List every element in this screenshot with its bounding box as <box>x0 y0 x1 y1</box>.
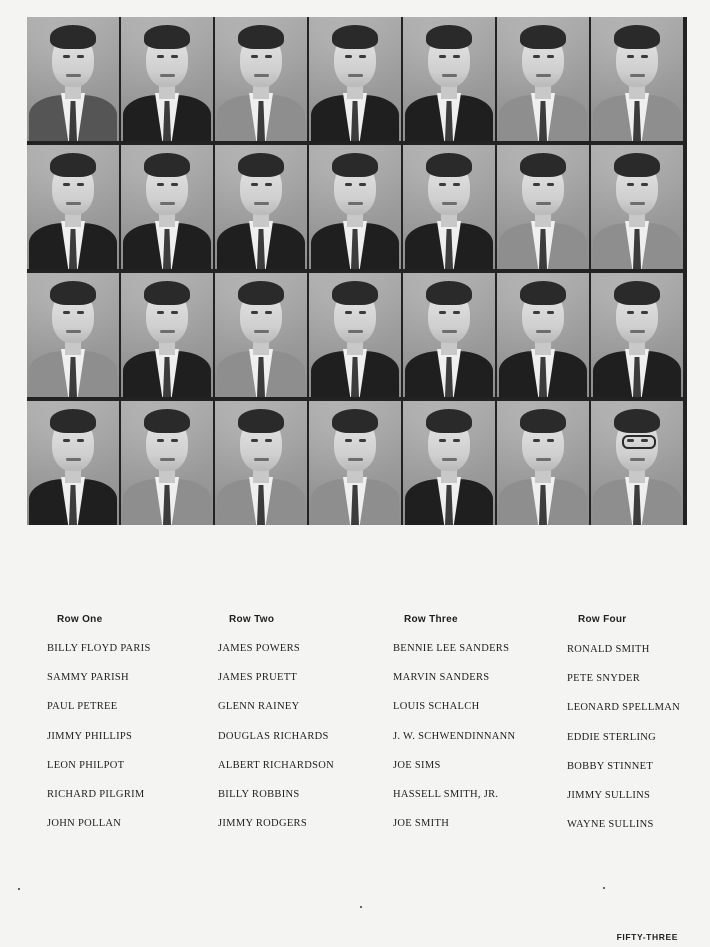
row-two-heading: Row Two <box>229 614 275 625</box>
student-portrait <box>591 17 683 141</box>
portrait-hair <box>332 153 378 177</box>
portrait-mouth <box>160 74 175 77</box>
portrait-mouth <box>254 330 269 333</box>
student-portrait <box>591 401 683 525</box>
student-name: SAMMY PARISH <box>47 672 129 684</box>
portrait-eye-r <box>359 183 366 186</box>
student-name: JOE SMITH <box>393 818 450 830</box>
student-name: ALBERT RICHARDSON <box>218 759 334 771</box>
portrait-hair <box>50 281 96 305</box>
student-name: MARVIN SANDERS <box>393 672 490 684</box>
student-name: RICHARD PILGRIM <box>47 788 145 800</box>
portrait-eye-r <box>171 439 178 442</box>
portrait-mouth <box>348 74 363 77</box>
row-three-heading: Row Three <box>404 614 458 625</box>
student-portrait <box>403 145 495 269</box>
row-one-names <box>47 642 151 846</box>
portrait-mouth <box>160 202 175 205</box>
portrait-eye-l <box>63 311 70 314</box>
student-portrait <box>497 401 589 525</box>
student-portrait <box>215 273 307 397</box>
portrait-mouth <box>66 330 81 333</box>
portrait-eye-r <box>77 183 84 186</box>
portrait-mouth <box>254 458 269 461</box>
portrait-eye-r <box>641 55 648 58</box>
student-name: JAMES PRUETT <box>218 672 298 684</box>
portrait-mouth <box>442 202 457 205</box>
student-portrait <box>215 401 307 525</box>
student-name: PETE SNYDER <box>567 673 641 685</box>
portrait-eye-r <box>359 55 366 58</box>
portrait-eye-r <box>265 183 272 186</box>
portrait-eye-l <box>439 183 446 186</box>
portrait-mouth <box>348 330 363 333</box>
portrait-eye-l <box>63 183 70 186</box>
portrait-eye-r <box>453 55 460 58</box>
portrait-eye-r <box>453 311 460 314</box>
student-portrait <box>309 17 401 141</box>
portrait-mouth <box>348 458 363 461</box>
row-one-heading: Row One <box>57 614 103 625</box>
student-portrait <box>403 17 495 141</box>
portrait-mouth <box>66 458 81 461</box>
portrait-hair <box>332 25 378 49</box>
portrait-eye-l <box>157 183 164 186</box>
portrait-hair <box>520 153 566 177</box>
portrait-hair <box>520 409 566 433</box>
student-portrait <box>27 17 119 141</box>
student-name: JIMMY SULLINS <box>567 789 651 801</box>
student-portrait <box>121 17 213 141</box>
portrait-eye-l <box>533 311 540 314</box>
portrait-eye-r <box>171 183 178 186</box>
row-four-names <box>567 643 680 847</box>
portrait-eye-l <box>157 439 164 442</box>
print-speck <box>18 888 20 890</box>
student-name: WAYNE SULLINS <box>567 819 654 831</box>
portrait-eye-r <box>77 439 84 442</box>
portrait-hair <box>238 153 284 177</box>
student-name: BILLY FLOYD PARIS <box>47 643 151 654</box>
student-portrait <box>27 273 119 397</box>
portrait-mouth <box>630 330 645 333</box>
portrait-hair <box>520 281 566 305</box>
portrait-eye-r <box>359 311 366 314</box>
student-name: BENNIE LEE SANDERS <box>393 643 510 654</box>
student-portrait <box>309 401 401 525</box>
student-portrait <box>309 273 401 397</box>
student-portrait <box>27 401 119 525</box>
portrait-hair <box>144 25 190 49</box>
student-portrait <box>309 145 401 269</box>
portrait-eye-r <box>641 311 648 314</box>
row-four-heading: Row Four <box>578 614 627 625</box>
portrait-hair <box>50 153 96 177</box>
portrait-eye-l <box>345 55 352 58</box>
portrait-eye-r <box>547 183 554 186</box>
portrait-mouth <box>442 74 457 77</box>
student-name: PAUL PETREE <box>47 701 118 713</box>
portrait-mouth <box>254 202 269 205</box>
portrait-eye-l <box>345 439 352 442</box>
portrait-mouth <box>254 74 269 77</box>
portrait-eye-l <box>157 55 164 58</box>
student-portrait <box>403 401 495 525</box>
student-name: LEONARD SPELLMAN <box>567 702 681 714</box>
portrait-eye-l <box>439 439 446 442</box>
portrait-mouth <box>630 74 645 77</box>
portrait-eye-l <box>63 439 70 442</box>
portrait-hair <box>144 153 190 177</box>
portrait-eye-l <box>345 311 352 314</box>
student-name: DOUGLAS RICHARDS <box>218 730 329 742</box>
student-portrait <box>121 273 213 397</box>
portrait-hair <box>238 409 284 433</box>
student-name: BOBBY STINNET <box>567 760 654 772</box>
portrait-hair <box>238 281 284 305</box>
student-portrait <box>403 273 495 397</box>
student-name: HASSELL SMITH, JR. <box>393 788 499 800</box>
row-three-names <box>393 642 515 846</box>
portrait-eye-l <box>251 311 258 314</box>
portrait-eye-l <box>627 55 634 58</box>
portrait-eye-l <box>251 55 258 58</box>
portrait-eye-l <box>533 55 540 58</box>
portrait-hair <box>50 409 96 433</box>
portrait-hair <box>50 25 96 49</box>
portrait-eye-r <box>453 183 460 186</box>
student-name: JOE SIMS <box>393 759 441 771</box>
portrait-eye-r <box>359 439 366 442</box>
portrait-eye-r <box>171 55 178 58</box>
portrait-eye-l <box>533 183 540 186</box>
portrait-mouth <box>66 202 81 205</box>
portrait-eye-l <box>345 183 352 186</box>
student-name: LOUIS SCHALCH <box>393 701 480 713</box>
portrait-hair <box>614 281 660 305</box>
print-speck <box>603 887 605 889</box>
portrait-mouth <box>536 202 551 205</box>
portrait-hair <box>332 281 378 305</box>
portrait-mouth <box>160 458 175 461</box>
student-portrait <box>121 401 213 525</box>
portrait-hair <box>426 409 472 433</box>
student-name: BILLY ROBBINS <box>218 788 300 800</box>
portrait-eye-r <box>547 55 554 58</box>
portrait-mouth <box>442 458 457 461</box>
student-name: EDDIE STERLING <box>567 731 657 743</box>
student-name: JIMMY PHILLIPS <box>47 730 133 742</box>
portrait-eye-r <box>453 439 460 442</box>
student-name: RONALD SMITH <box>567 644 650 655</box>
portrait-eye-l <box>627 183 634 186</box>
student-name: J. W. SCHWENDINNANN <box>393 730 516 742</box>
portrait-hair <box>614 409 660 433</box>
portrait-glasses-frame <box>622 435 656 449</box>
student-portrait <box>497 145 589 269</box>
portrait-mouth <box>66 74 81 77</box>
student-portrait <box>591 145 683 269</box>
portrait-grid <box>27 17 687 525</box>
portrait-eye-l <box>251 183 258 186</box>
portrait-eye-r <box>265 311 272 314</box>
portrait-eye-l <box>533 439 540 442</box>
portrait-mouth <box>348 202 363 205</box>
portrait-hair <box>144 409 190 433</box>
portrait-hair <box>426 25 472 49</box>
portrait-hair <box>144 281 190 305</box>
student-portrait <box>497 17 589 141</box>
portrait-eye-r <box>547 439 554 442</box>
portrait-eye-l <box>627 311 634 314</box>
student-name: JIMMY RODGERS <box>218 818 307 830</box>
student-portrait <box>121 145 213 269</box>
portrait-eye-l <box>63 55 70 58</box>
portrait-mouth <box>536 458 551 461</box>
student-portrait <box>215 17 307 141</box>
portrait-hair <box>332 409 378 433</box>
portrait-mouth <box>160 330 175 333</box>
portrait-eye-r <box>77 311 84 314</box>
portrait-eye-l <box>439 55 446 58</box>
print-speck <box>360 906 362 908</box>
page-number: FIFTY-THREE <box>616 932 678 942</box>
portrait-mouth <box>536 330 551 333</box>
student-portrait <box>215 145 307 269</box>
portrait-eye-r <box>265 55 272 58</box>
portrait-hair <box>426 153 472 177</box>
portrait-eye-r <box>171 311 178 314</box>
portrait-hair <box>426 281 472 305</box>
portrait-eye-r <box>641 183 648 186</box>
portrait-mouth <box>536 74 551 77</box>
student-name: JAMES POWERS <box>218 643 301 654</box>
portrait-eye-r <box>547 311 554 314</box>
portrait-eye-l <box>157 311 164 314</box>
student-portrait <box>497 273 589 397</box>
portrait-hair <box>238 25 284 49</box>
student-name: LEON PHILPOT <box>47 759 125 771</box>
portrait-eye-r <box>77 55 84 58</box>
portrait-hair <box>614 153 660 177</box>
portrait-eye-l <box>251 439 258 442</box>
student-portrait <box>591 273 683 397</box>
portrait-mouth <box>630 458 645 461</box>
portrait-eye-l <box>439 311 446 314</box>
student-name: JOHN POLLAN <box>47 818 122 830</box>
row-two-names <box>218 642 334 846</box>
portrait-hair <box>614 25 660 49</box>
student-portrait <box>27 145 119 269</box>
portrait-hair <box>520 25 566 49</box>
portrait-eye-r <box>265 439 272 442</box>
portrait-mouth <box>442 330 457 333</box>
student-name: GLENN RAINEY <box>218 701 300 713</box>
portrait-mouth <box>630 202 645 205</box>
